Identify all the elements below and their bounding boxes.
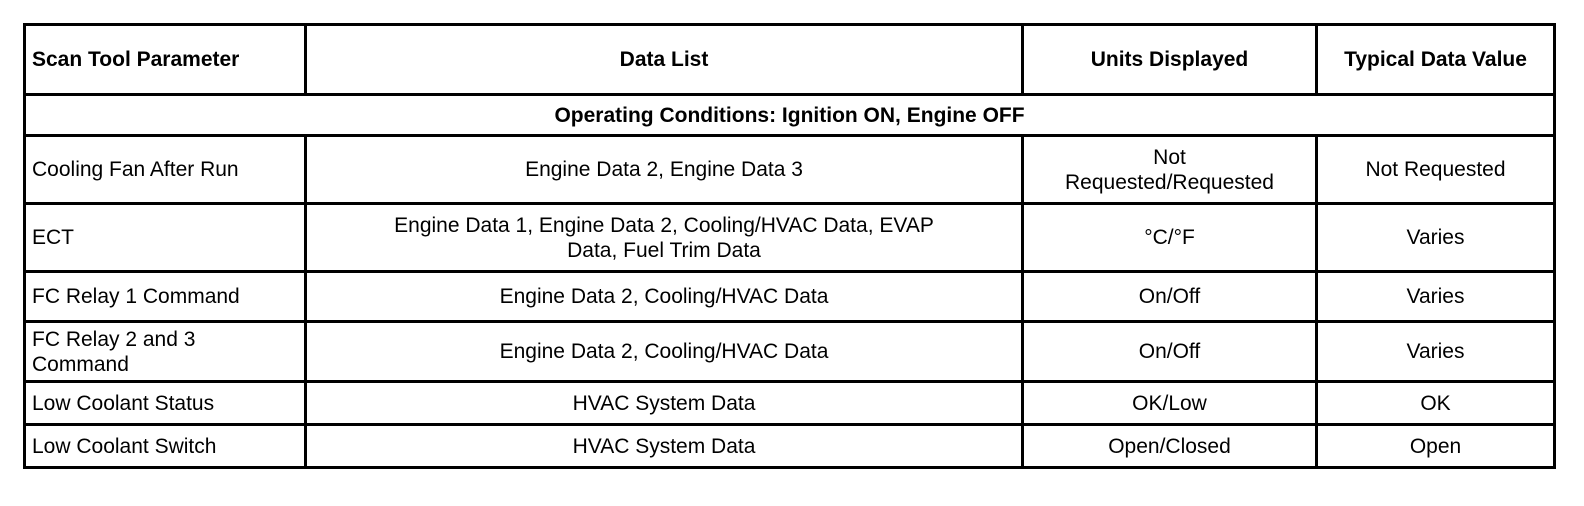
cell-data-list: Engine Data 1, Engine Data 2, Cooling/HVAC Data, EVAP Data, Fuel Trim Data: [306, 204, 1023, 272]
header-typical-data-value: Typical Data Value: [1317, 25, 1555, 95]
cell-units: Not Requested/Requested: [1023, 136, 1317, 204]
table-row: [25, 322, 1555, 382]
cell-parameter: Low Coolant Switch: [25, 425, 306, 468]
cell-parameter: FC Relay 2 and 3 Command: [25, 322, 306, 382]
cell-typical: Not Requested: [1317, 136, 1555, 204]
header-row: [25, 25, 1555, 95]
table-row: [25, 204, 1555, 272]
cell-units: Open/Closed: [1023, 425, 1317, 468]
cell-parameter: ECT: [25, 204, 306, 272]
cell-parameter: Cooling Fan After Run: [25, 136, 306, 204]
cell-typical: Open: [1317, 425, 1555, 468]
operating-conditions: Operating Conditions: Ignition ON, Engine OFF: [25, 95, 1555, 136]
cell-typical: Varies: [1317, 204, 1555, 272]
cell-parameter: Low Coolant Status: [25, 382, 306, 425]
cell-data-list: Engine Data 2, Cooling/HVAC Data: [306, 322, 1023, 382]
table-row: [25, 136, 1555, 204]
cell-data-list: Engine Data 2, Engine Data 3: [306, 136, 1023, 204]
scan-tool-data-table: [23, 23, 1556, 469]
cell-typical: OK: [1317, 382, 1555, 425]
cell-units: On/Off: [1023, 272, 1317, 322]
cell-typical: Varies: [1317, 322, 1555, 382]
cell-typical: Varies: [1317, 272, 1555, 322]
section-row: [25, 95, 1555, 136]
header-units-displayed: Units Displayed: [1023, 25, 1317, 95]
cell-units: On/Off: [1023, 322, 1317, 382]
table-row: [25, 382, 1555, 425]
cell-parameter: FC Relay 1 Command: [25, 272, 306, 322]
cell-data-list: HVAC System Data: [306, 425, 1023, 468]
table-row: [25, 425, 1555, 468]
cell-data-list: HVAC System Data: [306, 382, 1023, 425]
cell-units: °C/°F: [1023, 204, 1317, 272]
header-scan-tool-parameter: Scan Tool Parameter: [25, 25, 306, 95]
header-data-list: Data List: [306, 25, 1023, 95]
table-row: [25, 272, 1555, 322]
cell-units: OK/Low: [1023, 382, 1317, 425]
cell-data-list: Engine Data 2, Cooling/HVAC Data: [306, 272, 1023, 322]
